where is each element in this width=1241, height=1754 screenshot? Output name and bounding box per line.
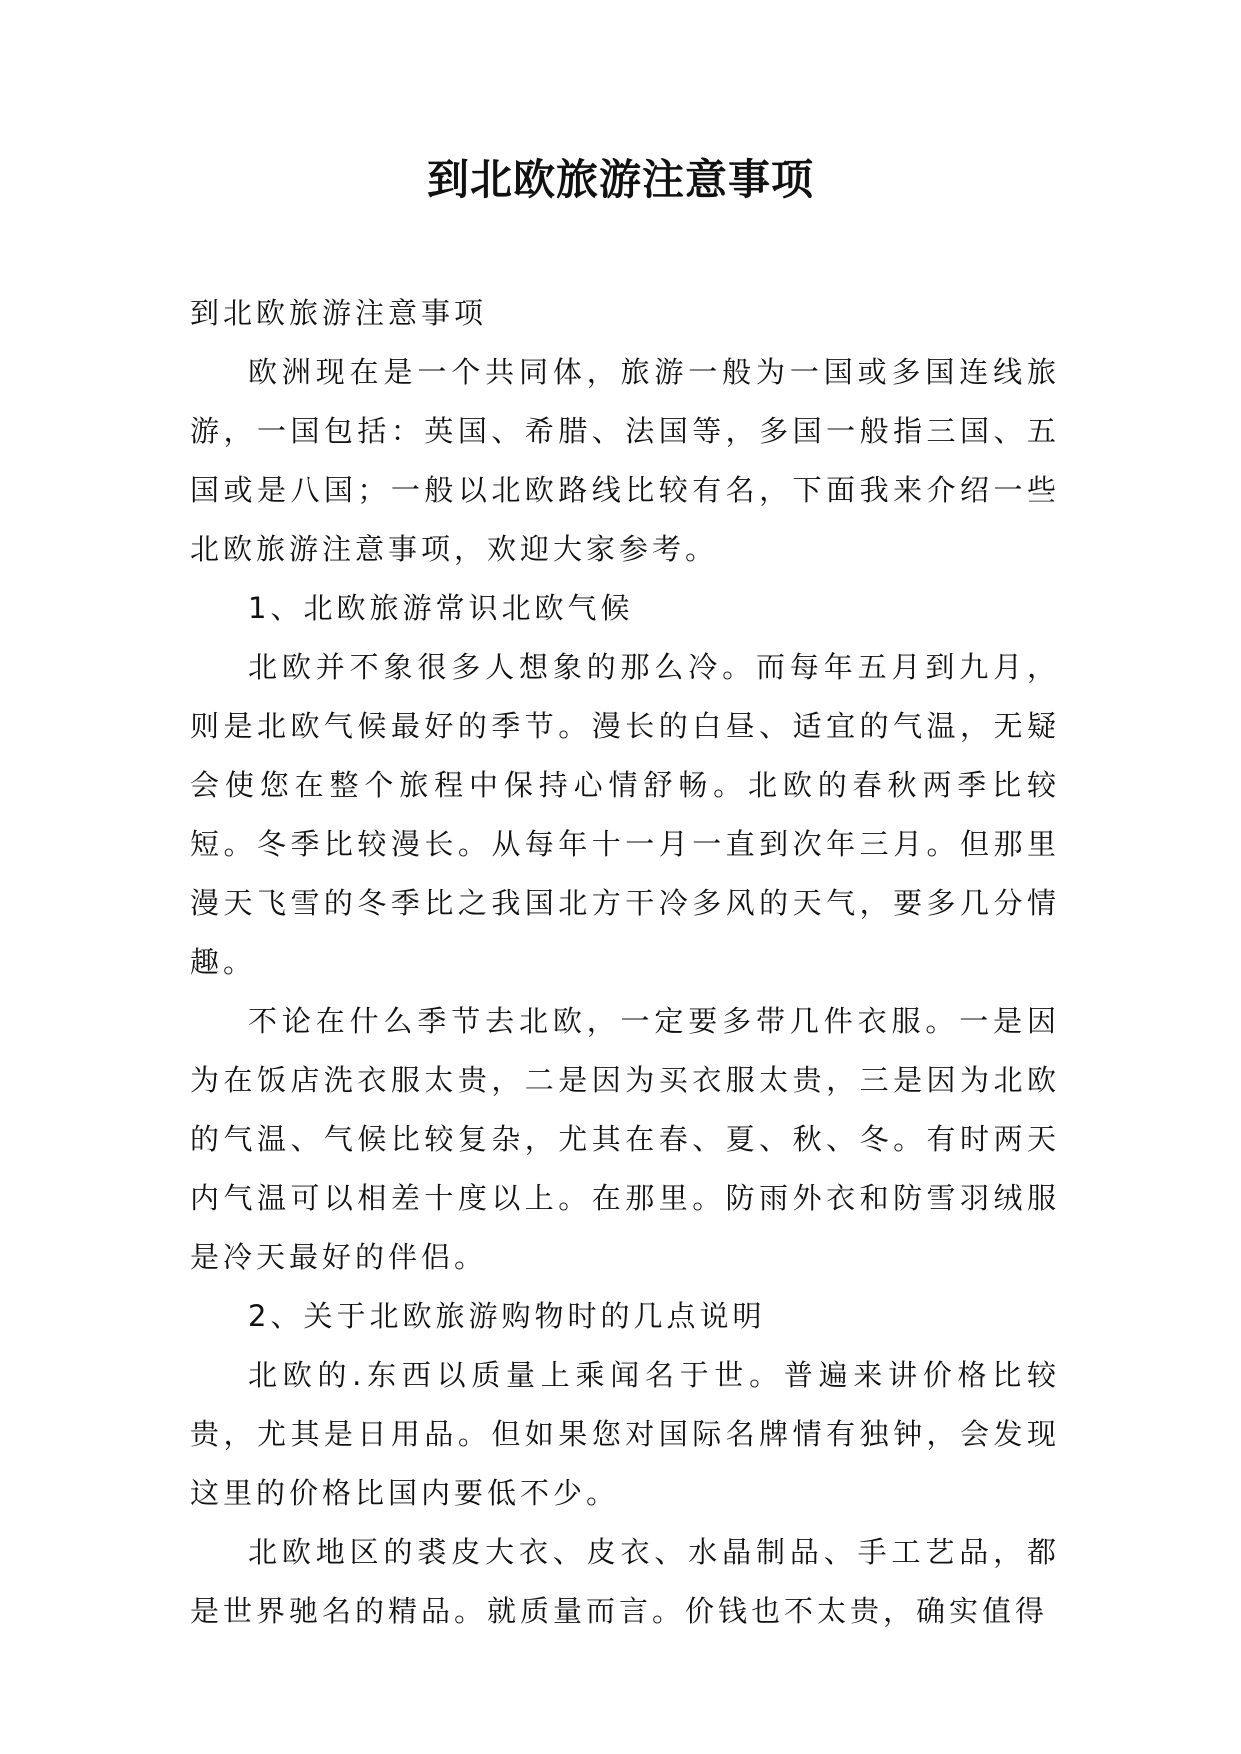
paragraph-shopping-prices: 北欧的.东西以质量上乘闻名于世。普遍来讲价格比较贵，尤其是日用品。但如果您对国际名牌情有独钟，会发现这里的价格比国内要低不少。 bbox=[190, 1358, 1060, 1510]
paragraph-clothing: 不论在什么季节去北欧，一定要多带几件衣服。一是因为在饭店洗衣服太贵，二是因为买衣服太贵，三是因为北欧的气温、气候比较复杂，尤其在春、夏、秋、冬。有时两天内气温可以相差十度以上。在那里。防雨外衣和防雪羽绒服是冷天最好的伴侣。 bbox=[190, 1004, 1060, 1274]
document-body bbox=[190, 284, 1060, 1641]
document-title: 到北欧旅游注意事项 bbox=[426, 155, 814, 204]
paragraph-shopping-goods: 北欧地区的裘皮大衣、皮衣、水晶制品、手工艺品，都是世界驰名的精品。就质量而言。价钱也不太贵，确实值得 bbox=[190, 1535, 1060, 1628]
paragraph-climate: 北欧并不象很多人想象的那么冷。而每年五月到九月，则是北欧气候最好的季节。漫长的白昼、适宜的气温，无疑会使您在整个旅程中保持心情舒畅。北欧的春秋两季比较短。冬季比较漫长。从每年十一月一直到次年三月。但那里漫天飞雪的冬季比之我国北方干冷多风的天气，要多几分情趣。 bbox=[190, 650, 1060, 979]
paragraph-intro: 欧洲现在是一个共同体，旅游一般为一国或多国连线旅游，一国包括：英国、希腊、法国等，多国一般指三国、五国或是八国；一般以北欧路线比较有名，下面我来介绍一些北欧旅游注意事项，欢迎大家参考。 bbox=[190, 355, 1060, 566]
section-heading-shopping: 2、关于北欧旅游购物时的几点说明 bbox=[248, 1299, 766, 1333]
section-heading-climate: 1、北欧旅游常识北欧气候 bbox=[248, 591, 634, 625]
intro-heading: 到北欧旅游注意事项 bbox=[190, 296, 488, 330]
